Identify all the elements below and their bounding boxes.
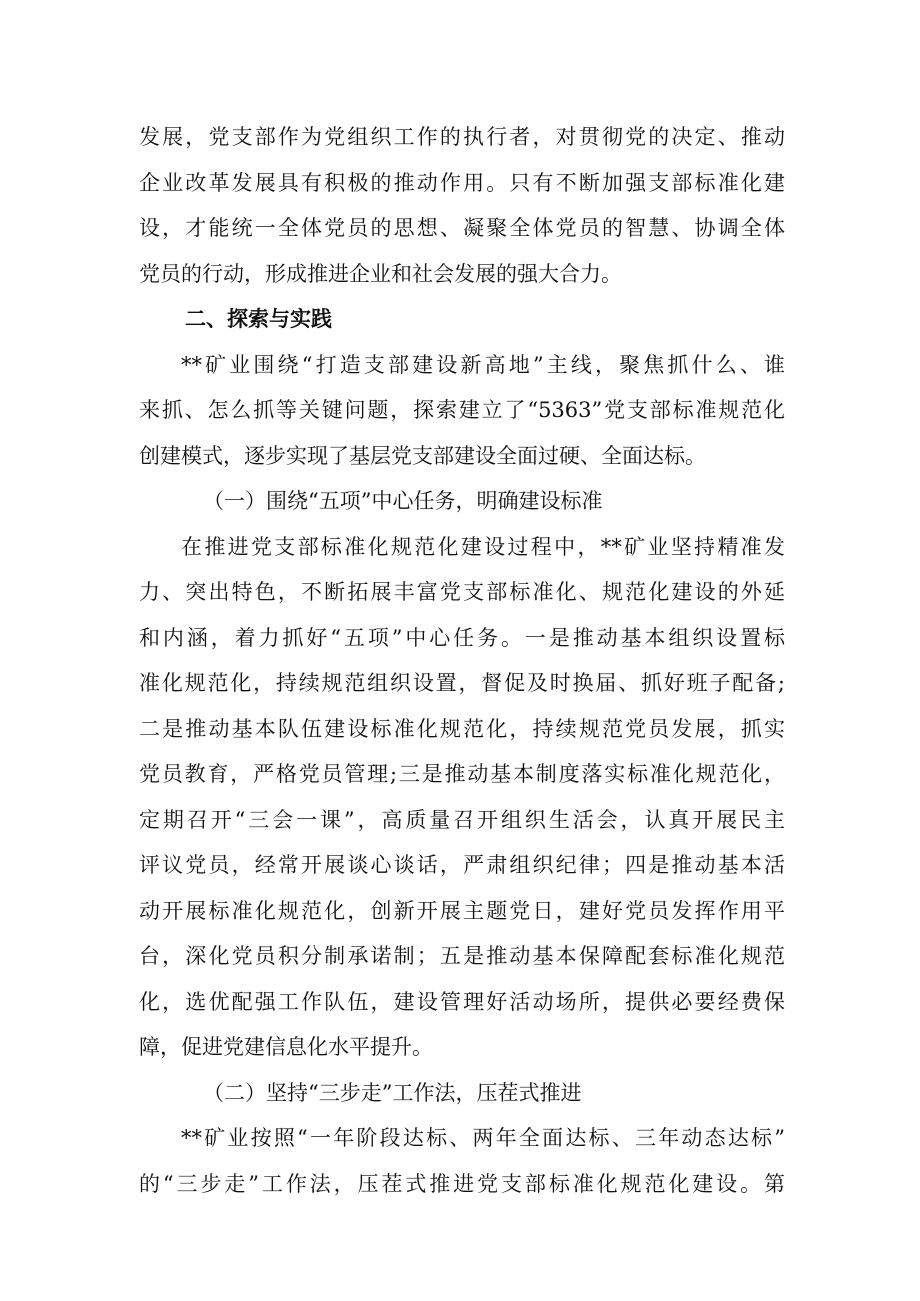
text-line: 动开展标准化规范化，创新开展主题党日，建好党员发挥作用平 xyxy=(139,898,785,923)
text-line: 的“三步走”工作法，压茬式推进党支部标准化规范化建设。第 xyxy=(139,1171,785,1196)
text-line: 准化规范化，持续规范组织设置，督促及时换届、抓好班子配备; xyxy=(139,671,785,695)
text-line: **矿业按照“一年阶段达标、两年全面达标、三年动态达标” xyxy=(181,1126,785,1150)
text-line: 力、突出特色，不断拓展丰富党支部标准化、规范化建设的外延 xyxy=(139,580,785,604)
text-line: 来抓、怎么抓等关键问题，探索建立了“5363”党支部标准规范化 xyxy=(139,398,785,422)
section-heading: 二、探索与实践 xyxy=(185,307,332,331)
text-line: 二是推动基本队伍建设标准化规范化，持续规范党员发展，抓实 xyxy=(139,716,785,741)
text-line: 评议党员，经常开展谈心谈话，严肃组织纪律；四是推动基本活 xyxy=(139,853,785,877)
subsection-heading: （二）坚持“三步走”工作法，压茬式推进 xyxy=(203,1080,582,1105)
text-line: 设，才能统一全体党员的思想、凝聚全体党员的智慧、协调全体 xyxy=(139,216,785,240)
text-line: 企业改革发展具有积极的推动作用。只有不断加强支部标准化建 xyxy=(139,170,785,195)
text-line: 和内涵，着力抓好“五项”中心任务。一是推动基本组织设置标 xyxy=(139,625,785,650)
text-line: 化，选优配强工作队伍，建设管理好活动场所，提供必要经费保 xyxy=(139,989,785,1014)
paragraph-intro xyxy=(139,343,785,480)
text-line: 在推进党支部标准化规范化建设过程中，**矿业坚持精准发 xyxy=(181,534,785,559)
paragraph-three-steps xyxy=(139,1116,785,1207)
subsection-heading: （一）围绕“五项”中心任务，明确建设标准 xyxy=(203,489,603,513)
text-line: 台，深化党员积分制承诺制；五是推动基本保障配套标准化规范 xyxy=(139,944,785,968)
paragraph-continued xyxy=(139,115,785,297)
text-line: 障，促进党建信息化水平提升。 xyxy=(139,1035,433,1059)
text-line: 创建模式，逐步实现了基层党支部建设全面过硬、全面达标。 xyxy=(139,443,706,468)
text-line: 发展，党支部作为党组织工作的执行者，对贯彻党的决定、推动 xyxy=(139,125,785,149)
text-line: **矿业围绕“打造支部建设新高地”主线，聚焦抓什么、谁 xyxy=(181,352,785,377)
document-body xyxy=(139,115,785,1207)
text-line: 党员的行动，形成推进企业和社会发展的强大合力。 xyxy=(139,261,622,286)
paragraph-five-tasks xyxy=(139,525,785,1071)
text-line: 定期召开“三会一课”，高质量召开组织生活会，认真开展民主 xyxy=(139,807,785,832)
text-line: 党员教育，严格党员管理;三是推动基本制度落实标准化规范化， xyxy=(139,762,785,786)
